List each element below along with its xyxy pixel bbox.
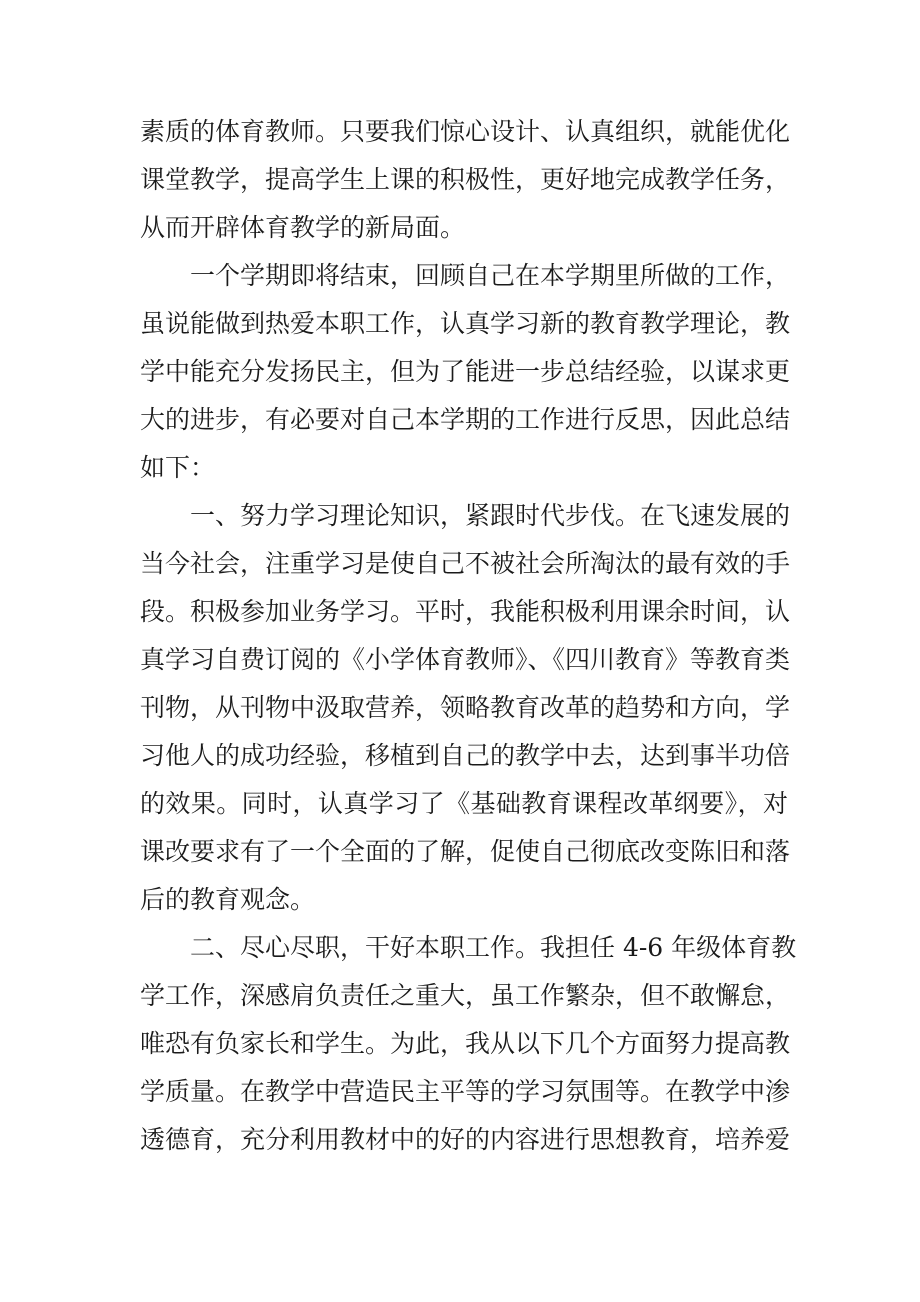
- paragraph-1: [140, 108, 791, 252]
- text-line: 后的教育观念。: [140, 885, 316, 914]
- paragraph-4: [140, 924, 797, 1164]
- text-line: 从而开辟体育教学的新局面。: [140, 213, 466, 242]
- text-line: 学中能充分发扬民主，但为了能进一步总结经验，以谋求更: [140, 357, 791, 386]
- text-line: 大的进步，有必要对自己本学期的工作进行反思，因此总结: [140, 405, 791, 434]
- text-line: 透德育，充分利用教材中的好的内容进行思想教育，培养爱: [140, 1125, 791, 1154]
- text-line: 二、尽心尽职，干好本职工作。我担任 4-6 年级体育教: [190, 933, 797, 962]
- text-line: 习他人的成功经验，移植到自己的教学中去，达到事半功倍: [140, 741, 791, 770]
- text-line: 当今社会，注重学习是使自己不被社会所淘汰的最有效的手: [140, 549, 791, 578]
- text-line: 一个学期即将结束，回顾自己在本学期里所做的工作，: [190, 261, 791, 290]
- text-line: 学工作，深感肩负责任之重大，虽工作繁杂，但不敢懈怠，: [140, 981, 791, 1010]
- paragraph-2: [140, 252, 791, 492]
- document-page: [140, 108, 797, 1164]
- text-line: 的效果。同时，认真学习了《基础教育课程改革纲要》，对: [140, 789, 788, 818]
- text-line: 课堂教学，提高学生上课的积极性，更好地完成教学任务，: [140, 165, 791, 194]
- paragraph-3: [140, 492, 791, 924]
- text-line: 素质的体育教师。只要我们惊心设计、认真组织，就能优化: [140, 117, 791, 146]
- text-line: 课改要求有了一个全面的了解，促使自己彻底改变陈旧和落: [140, 837, 791, 866]
- text-line: 一、努力学习理论知识，紧跟时代步伐。在飞速发展的: [190, 501, 791, 530]
- text-line: 如下：: [140, 453, 216, 482]
- text-line: 真学习自费订阅的《小学体育教师》、《四川教育》等教育类: [140, 645, 791, 674]
- text-line: 段。积极参加业务学习。平时，我能积极利用课余时间，认: [140, 597, 791, 626]
- text-line: 虽说能做到热爱本职工作，认真学习新的教育教学理论，教: [140, 309, 791, 338]
- text-line: 学质量。在教学中营造民主平等的学习氛围等。在教学中渗: [140, 1077, 791, 1106]
- text-line: 唯恐有负家长和学生。为此，我从以下几个方面努力提高教: [140, 1029, 791, 1058]
- text-line: 刊物，从刊物中汲取营养，领略教育改革的趋势和方向，学: [140, 693, 791, 722]
